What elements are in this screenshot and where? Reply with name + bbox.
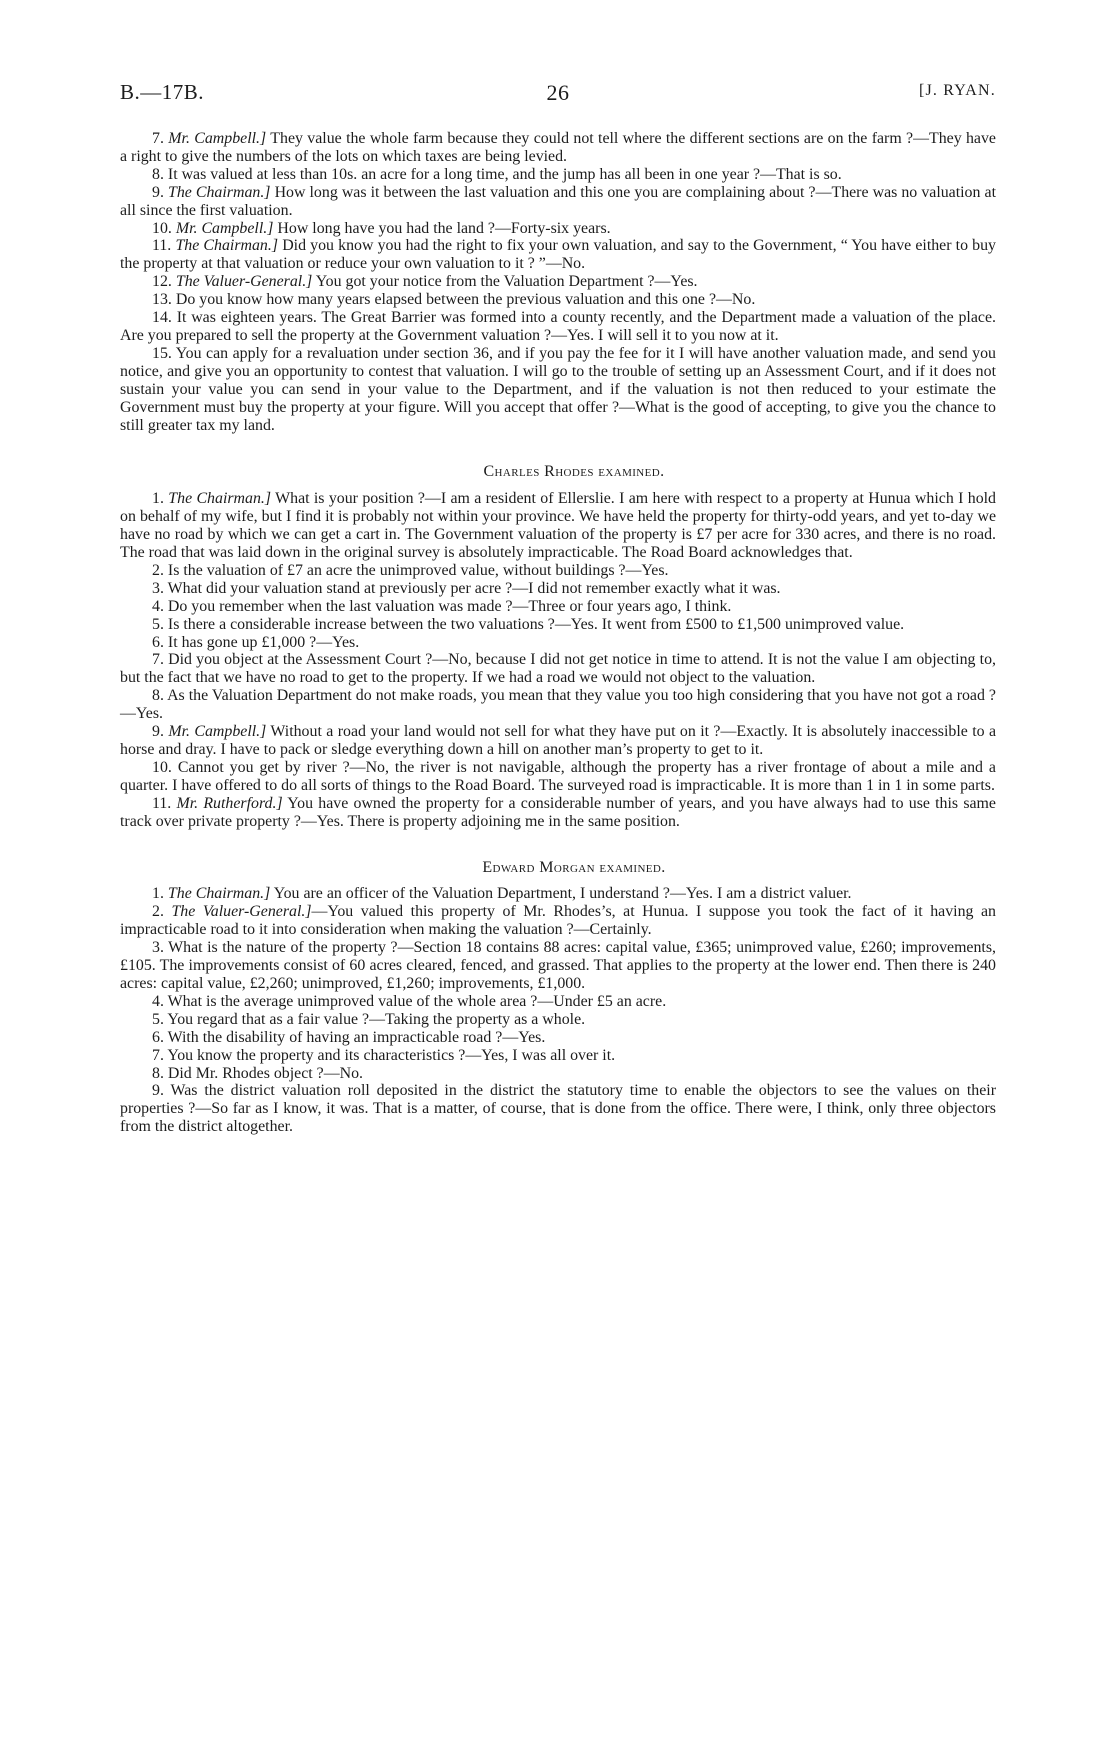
question-paragraph (120, 273, 996, 291)
question-paragraph (120, 1047, 996, 1065)
speaker-name: Mr. Campbell.] (168, 723, 267, 741)
question-number: 3. (152, 579, 164, 597)
question-text: What did your valuation stand at previously per acre ?—I did not remember exactly what it was. (167, 579, 781, 597)
question-number: 1. (152, 885, 164, 903)
question-number: 7. (152, 1046, 164, 1064)
question-number: 4. (152, 597, 164, 615)
question-text: How long have you had the land ?—Forty-six years. (277, 219, 611, 237)
question-text: You are an officer of the Valuation Department, I understand ?—Yes. I am a district valuer. (273, 885, 852, 903)
question-paragraph (120, 1011, 996, 1029)
question-text: Without a road your land would not sell for what they have put on it ?—Exactly. It is absolutely inaccessible to a horse and dray. I have to pack or sledge everything down a hill on another man’s property to get to it. (120, 723, 997, 758)
question-paragraph (120, 795, 996, 831)
question-number: 6. (152, 1028, 164, 1046)
question-paragraph (120, 598, 996, 616)
question-number: 12. (152, 273, 172, 291)
question-number: 2. (152, 561, 164, 579)
question-paragraph (120, 759, 996, 795)
question-text: You regard that as a fair value ?—Taking the property as a whole. (167, 1010, 586, 1028)
question-paragraph (120, 634, 996, 652)
question-number: 8. (152, 687, 164, 705)
question-number: 11. (152, 237, 172, 255)
question-paragraph (120, 220, 996, 238)
question-paragraph (120, 1082, 996, 1136)
question-number: 6. (152, 633, 164, 651)
speaker-name: Mr. Rutherford.] (176, 794, 283, 812)
question-number: 2. (152, 903, 164, 921)
question-text: Did you know you had the right to fix your own valuation, and say to the Government, “ You have either to buy the property at that valuation or reduce your own valuation to it ? ”—No. (120, 237, 997, 273)
question-paragraph (120, 1029, 996, 1047)
question-paragraph (120, 723, 996, 759)
speaker-name: The Valuer-General.] (171, 903, 312, 921)
question-paragraph (120, 345, 996, 435)
question-text: Do you remember when the last valuation was made ?—Three or four years ago, I think. (167, 597, 732, 615)
question-paragraph (120, 291, 996, 309)
speaker-name: The Chairman.] (167, 183, 271, 201)
question-text: Is the valuation of £7 an acre the unimproved value, without buildings ?—Yes. (167, 561, 669, 579)
question-number: 7. (152, 651, 164, 669)
question-text: You got your notice from the Valuation Department ?—Yes. (315, 273, 698, 291)
question-number: 5. (152, 1010, 164, 1028)
speaker-name: The Chairman.] (167, 885, 271, 903)
question-text: It was valued at less than 10s. an acre for a long time, and the jump has all been in one year ?—That is so. (167, 165, 842, 183)
witness-name: [J. RYAN. (918, 82, 996, 99)
page-number: 26 (546, 80, 570, 105)
question-text: It was eighteen years. The Great Barrier was formed into a county recently, and the Department made a valuation of the place. Are you prepared to sell the property at the Government valuation ?—Yes. I will sell it to you now at it. (120, 309, 996, 344)
question-paragraph (120, 237, 996, 273)
question-paragraph (120, 490, 996, 562)
question-number: 5. (152, 615, 164, 633)
question-text: You know the property and its characteristics ?—Yes, I was all over it. (167, 1046, 616, 1064)
question-text: With the disability of having an impracticable road ?—Yes. (167, 1028, 546, 1046)
speaker-name: Mr. Campbell.] (175, 219, 274, 237)
question-number: 15. (152, 344, 172, 362)
question-text: —You valued this property of Mr. Rhodes’s, at Hunua. I suppose you took the fact of it having an impracticable road to it into consideration when making the valuation ?—Certainly. (120, 903, 997, 939)
question-paragraph (120, 651, 996, 687)
speaker-name: The Chairman.] (175, 237, 279, 255)
question-text: What is the average unimproved value of the whole area ?—Under £5 an acre. (167, 992, 667, 1010)
question-paragraph (120, 903, 996, 939)
question-paragraph (120, 993, 996, 1011)
question-text: You have owned the property for a considerable number of years, and you have always had to use this same track over private property ?—Yes. There is property adjoining me in the same position. (120, 794, 996, 830)
question-number: 9. (152, 183, 164, 201)
question-text: Was the district valuation roll deposited in the district the statutory time to enable the objectors to see the values on their properties ?—So far as I know, it was. That is a matter, of course, that is done from the office. There were, I think, only three objectors from the district altogether. (120, 1082, 997, 1136)
question-text: How long was it between the last valuation and this one you are complaining about ?—There was no valuation at all since the first valuation. (120, 183, 996, 219)
question-number: 9. (152, 1082, 164, 1100)
question-text: Is there a considerable increase between the two valuations ?—Yes. It went from £500 to £1,500 unimproved value. (167, 615, 905, 633)
speaker-name: The Valuer-General.] (175, 273, 313, 291)
question-paragraph (120, 184, 996, 220)
question-text: What is your position ?—I am a resident of Ellerslie. I am here with respect to a property at Hunua which I hold on behalf of my wife, but I find it is probably not within your province. We have held the property for thirty-odd years, and yet to-day we have no road by which we can get a cart in. The Government valuation of the property is £7 per acre for 330 acres, and there is no road. The road that was laid down in the original survey is absolutely impracticable. The Road Board acknowledges that. (120, 490, 996, 562)
question-paragraph (120, 885, 996, 903)
question-paragraph (120, 309, 996, 345)
section-heading: Edward Morgan examined. (482, 858, 666, 876)
question-text: Do you know how many years elapsed between the previous valuation and this one ?—No. (175, 291, 756, 309)
question-text: It has gone up £1,000 ?—Yes. (167, 633, 360, 651)
question-number: 9. (152, 723, 164, 741)
question-paragraph (120, 580, 996, 598)
question-number: 11. (152, 794, 172, 812)
speaker-name: The Chairman.] (168, 490, 272, 508)
question-number: 10. (152, 219, 172, 237)
question-paragraph (120, 939, 996, 993)
document-body (120, 130, 996, 1136)
question-paragraph (120, 166, 996, 184)
question-text: Did you object at the Assessment Court ?—No, because I did not get notice in time to attend. It is not the value I am objecting to, but the fact that we have no road to get to the property. If we had a road we would not object to the valuation. (120, 651, 996, 687)
question-number: 1. (152, 490, 164, 508)
question-number: 4. (152, 992, 164, 1010)
question-text: You can apply for a revaluation under section 36, and if you pay the fee for it I will have another valuation made, and send you notice, and give you an opportunity to contest that valuation. I will go to the trouble of setting up an Assessment Court, and if it does not sustain your value you can send in your value to the Department, and if the valuation is not then reduced to your estimate the Government must buy the property at your figure. Will you accept that offer ?—What is the good of accepting, to give you the chance to still greater tax my land. (120, 344, 996, 434)
question-number: 13. (152, 291, 172, 309)
document-reference: B.—17B. (120, 80, 205, 104)
question-text: They value the whole farm because they could not tell where the different sections are on the farm ?—They have a right to give the numbers of the lots on which taxes are being levied. (120, 130, 996, 165)
question-text: Did Mr. Rhodes object ?—No. (167, 1064, 363, 1082)
question-paragraph (120, 562, 996, 580)
question-text: What is the nature of the property ?—Section 18 contains 88 acres: capital value, £365; unimproved value, £260; improvements, £105. The improvements consist of 60 acres cleared, fenced, and grassed. That applies to the property at the lower end. Then there is 240 acres: capital value, £2,260; unimproved, £1,260; improvements, £1,000. (120, 939, 996, 992)
question-number: 7. (152, 130, 164, 147)
question-number: 3. (152, 939, 164, 957)
section-heading: Charles Rhodes examined. (483, 463, 665, 481)
question-paragraph (120, 687, 996, 723)
speaker-name: Mr. Campbell.] (168, 130, 267, 147)
question-number: 10. (152, 758, 172, 776)
page-header (120, 80, 996, 108)
question-paragraph (120, 616, 996, 634)
question-number: 8. (152, 165, 164, 183)
question-paragraph (120, 1065, 996, 1083)
question-number: 14. (152, 309, 172, 327)
question-text: Cannot you get by river ?—No, the river is not navigable, although the property has a river frontage of about a mile and a quarter. I have offered to do all sorts of things to the Road Board. The surveyed road is impracticable. It is more than 1 in 1 in some parts. (120, 758, 996, 794)
question-text: As the Valuation Department do not make roads, you mean that they value you too high considering that you have not got a road ?—Yes. (120, 687, 996, 723)
question-number: 8. (152, 1064, 164, 1082)
question-paragraph (120, 130, 996, 166)
